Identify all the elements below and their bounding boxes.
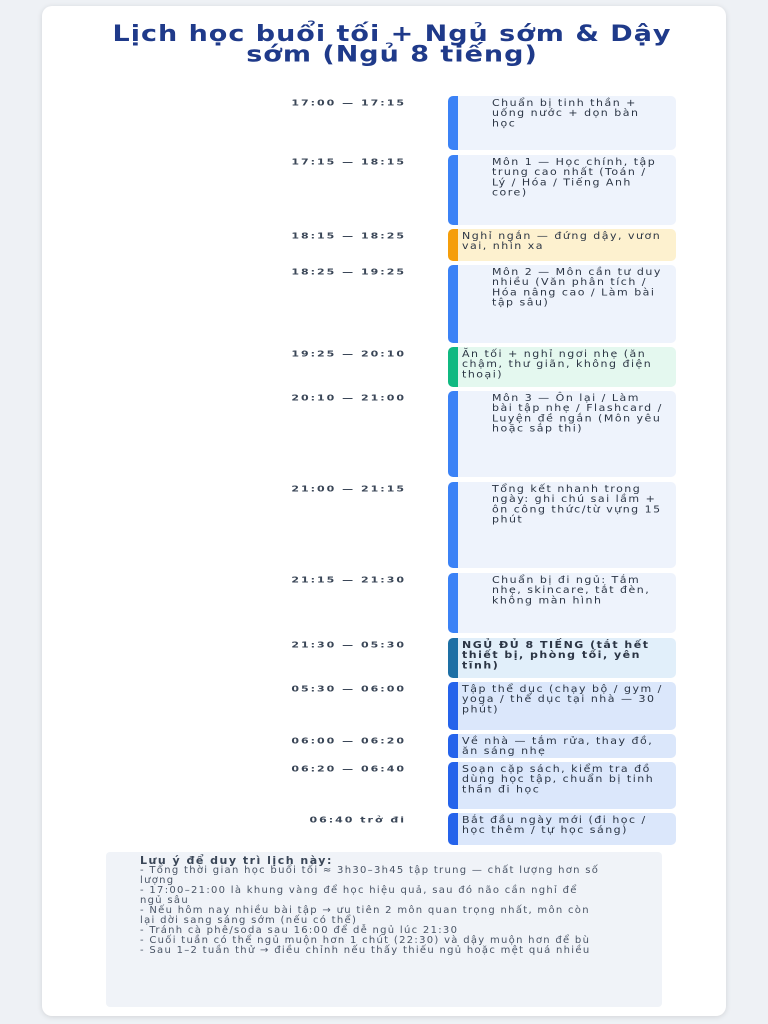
time-range: 18:15 — 18:25 xyxy=(291,231,406,241)
task-block xyxy=(448,391,676,477)
task-text: Về nhà — tắm rửa, thay đồ, ăn sáng nhẹ xyxy=(462,734,654,757)
time-range: 17:00 — 17:15 xyxy=(291,98,406,108)
task-block xyxy=(448,265,676,343)
schedule-row xyxy=(42,391,726,477)
note-item: - Cuối tuần có thể ngủ muộn hơn 1 chút (22:30) và dậy muộn hơn để bù xyxy=(140,935,591,946)
notes-title: Lưu ý để duy trì lịch này: xyxy=(140,854,333,867)
task-text: Môn 3 — Ôn lại / Làm bài tập nhẹ / Flashcard / Luyện đề ngắn (Môn yêu hoặc sắp thi) xyxy=(492,391,663,435)
task-block xyxy=(448,573,676,633)
time-range: 05:30 — 06:00 xyxy=(291,684,406,694)
time-range: 06:40 trở đi xyxy=(309,815,406,825)
task-text: Tổng kết nhanh trong ngày: ghi chú sai lầm + ôn công thức/từ vựng 15 phút xyxy=(492,482,662,526)
note-item: - Sau 1–2 tuần thử → điều chỉnh nếu thấy thiếu ngủ hoặc mệt quá nhiều xyxy=(140,945,591,956)
task-text: Môn 1 — Học chính, tập trung cao nhất (Toán / Lý / Hóa / Tiếng Anh core) xyxy=(492,155,657,199)
task-block xyxy=(448,229,676,261)
task-block xyxy=(448,96,676,150)
schedule-row xyxy=(42,813,726,845)
schedule-card xyxy=(42,6,726,1016)
task-text: Môn 2 — Môn cần tư duy nhiều (Văn phân tích / Hóa nâng cao / Làm bài tập sâu) xyxy=(492,265,662,309)
schedule-row xyxy=(42,155,726,225)
task-block xyxy=(448,682,676,730)
schedule-row xyxy=(42,762,726,809)
notes-list xyxy=(106,866,662,956)
time-range: 21:30 — 05:30 xyxy=(291,640,406,650)
task-block xyxy=(448,734,676,758)
time-range: 19:25 — 20:10 xyxy=(291,349,406,359)
note-item: - Tổng thời gian học buổi tối ≈ 3h30–3h45 tập trung — chất lượng hơn số lượng xyxy=(140,865,600,886)
task-text: Chuẩn bị đi ngủ: Tắm nhẹ, skincare, tắt đèn, không màn hình xyxy=(492,573,651,607)
task-text: Chuẩn bị tinh thần + uống nước + dọn bàn học xyxy=(492,96,640,130)
schedule-row xyxy=(42,573,726,633)
task-text: Bắt đầu ngày mới (đi học / học thêm / tự học sáng) xyxy=(462,813,647,836)
schedule-row xyxy=(42,682,726,730)
time-range: 18:25 — 19:25 xyxy=(291,267,406,277)
time-range: 06:20 — 06:40 xyxy=(291,764,406,774)
schedule-row xyxy=(42,638,726,678)
schedule-row xyxy=(42,229,726,261)
task-block xyxy=(448,813,676,845)
note-item: - 17:00–21:00 là khung vàng để học hiệu quả, sau đó não cần nghỉ để ngủ sâu xyxy=(140,885,578,906)
time-range: 06:00 — 06:20 xyxy=(291,736,406,746)
task-text: NGỦ ĐỦ 8 TIẾNG (tắt hết thiết bị, phòng tối, yên tĩnh) xyxy=(462,638,650,672)
task-block xyxy=(448,762,676,809)
time-range: 21:15 — 21:30 xyxy=(291,575,406,585)
task-text: Soạn cặp sách, kiểm tra đồ dùng học tập, chuẩn bị tinh thần đi học xyxy=(462,762,655,796)
task-block xyxy=(448,155,676,225)
task-block xyxy=(448,482,676,568)
page-title: Lịch học buổi tối + Ngủ sớm & Dậy sớm (Ngủ 8 tiếng) xyxy=(112,21,672,68)
schedule-row xyxy=(42,96,726,150)
time-range: 20:10 — 21:00 xyxy=(291,393,406,403)
notes-box xyxy=(106,852,662,1007)
task-block xyxy=(448,638,676,678)
schedule-row xyxy=(42,347,726,387)
schedule-row xyxy=(42,734,726,758)
time-range: 17:15 — 18:15 xyxy=(291,157,406,167)
task-text: Ăn tối + nghỉ ngơi nhẹ (ăn chậm, thư giãn, không điện thoại) xyxy=(462,347,653,381)
task-text: Tập thể dục (chạy bộ / gym / yoga / thể dục tại nhà — 30 phút) xyxy=(462,682,663,716)
note-item: - Tránh cà phê/soda sau 16:00 để dễ ngủ lúc 21:30 xyxy=(140,925,459,936)
schedule-row xyxy=(42,482,726,568)
task-block xyxy=(448,347,676,387)
task-text: Nghỉ ngắn — đứng dậy, vươn vai, nhìn xa xyxy=(462,229,662,252)
schedule-row xyxy=(42,265,726,343)
time-range: 21:00 — 21:15 xyxy=(291,484,406,494)
note-item: - Nếu hôm nay nhiều bài tập → ưu tiên 2 môn quan trọng nhất, môn còn lại dời sang sáng sớm (nếu có thể) xyxy=(140,905,590,926)
